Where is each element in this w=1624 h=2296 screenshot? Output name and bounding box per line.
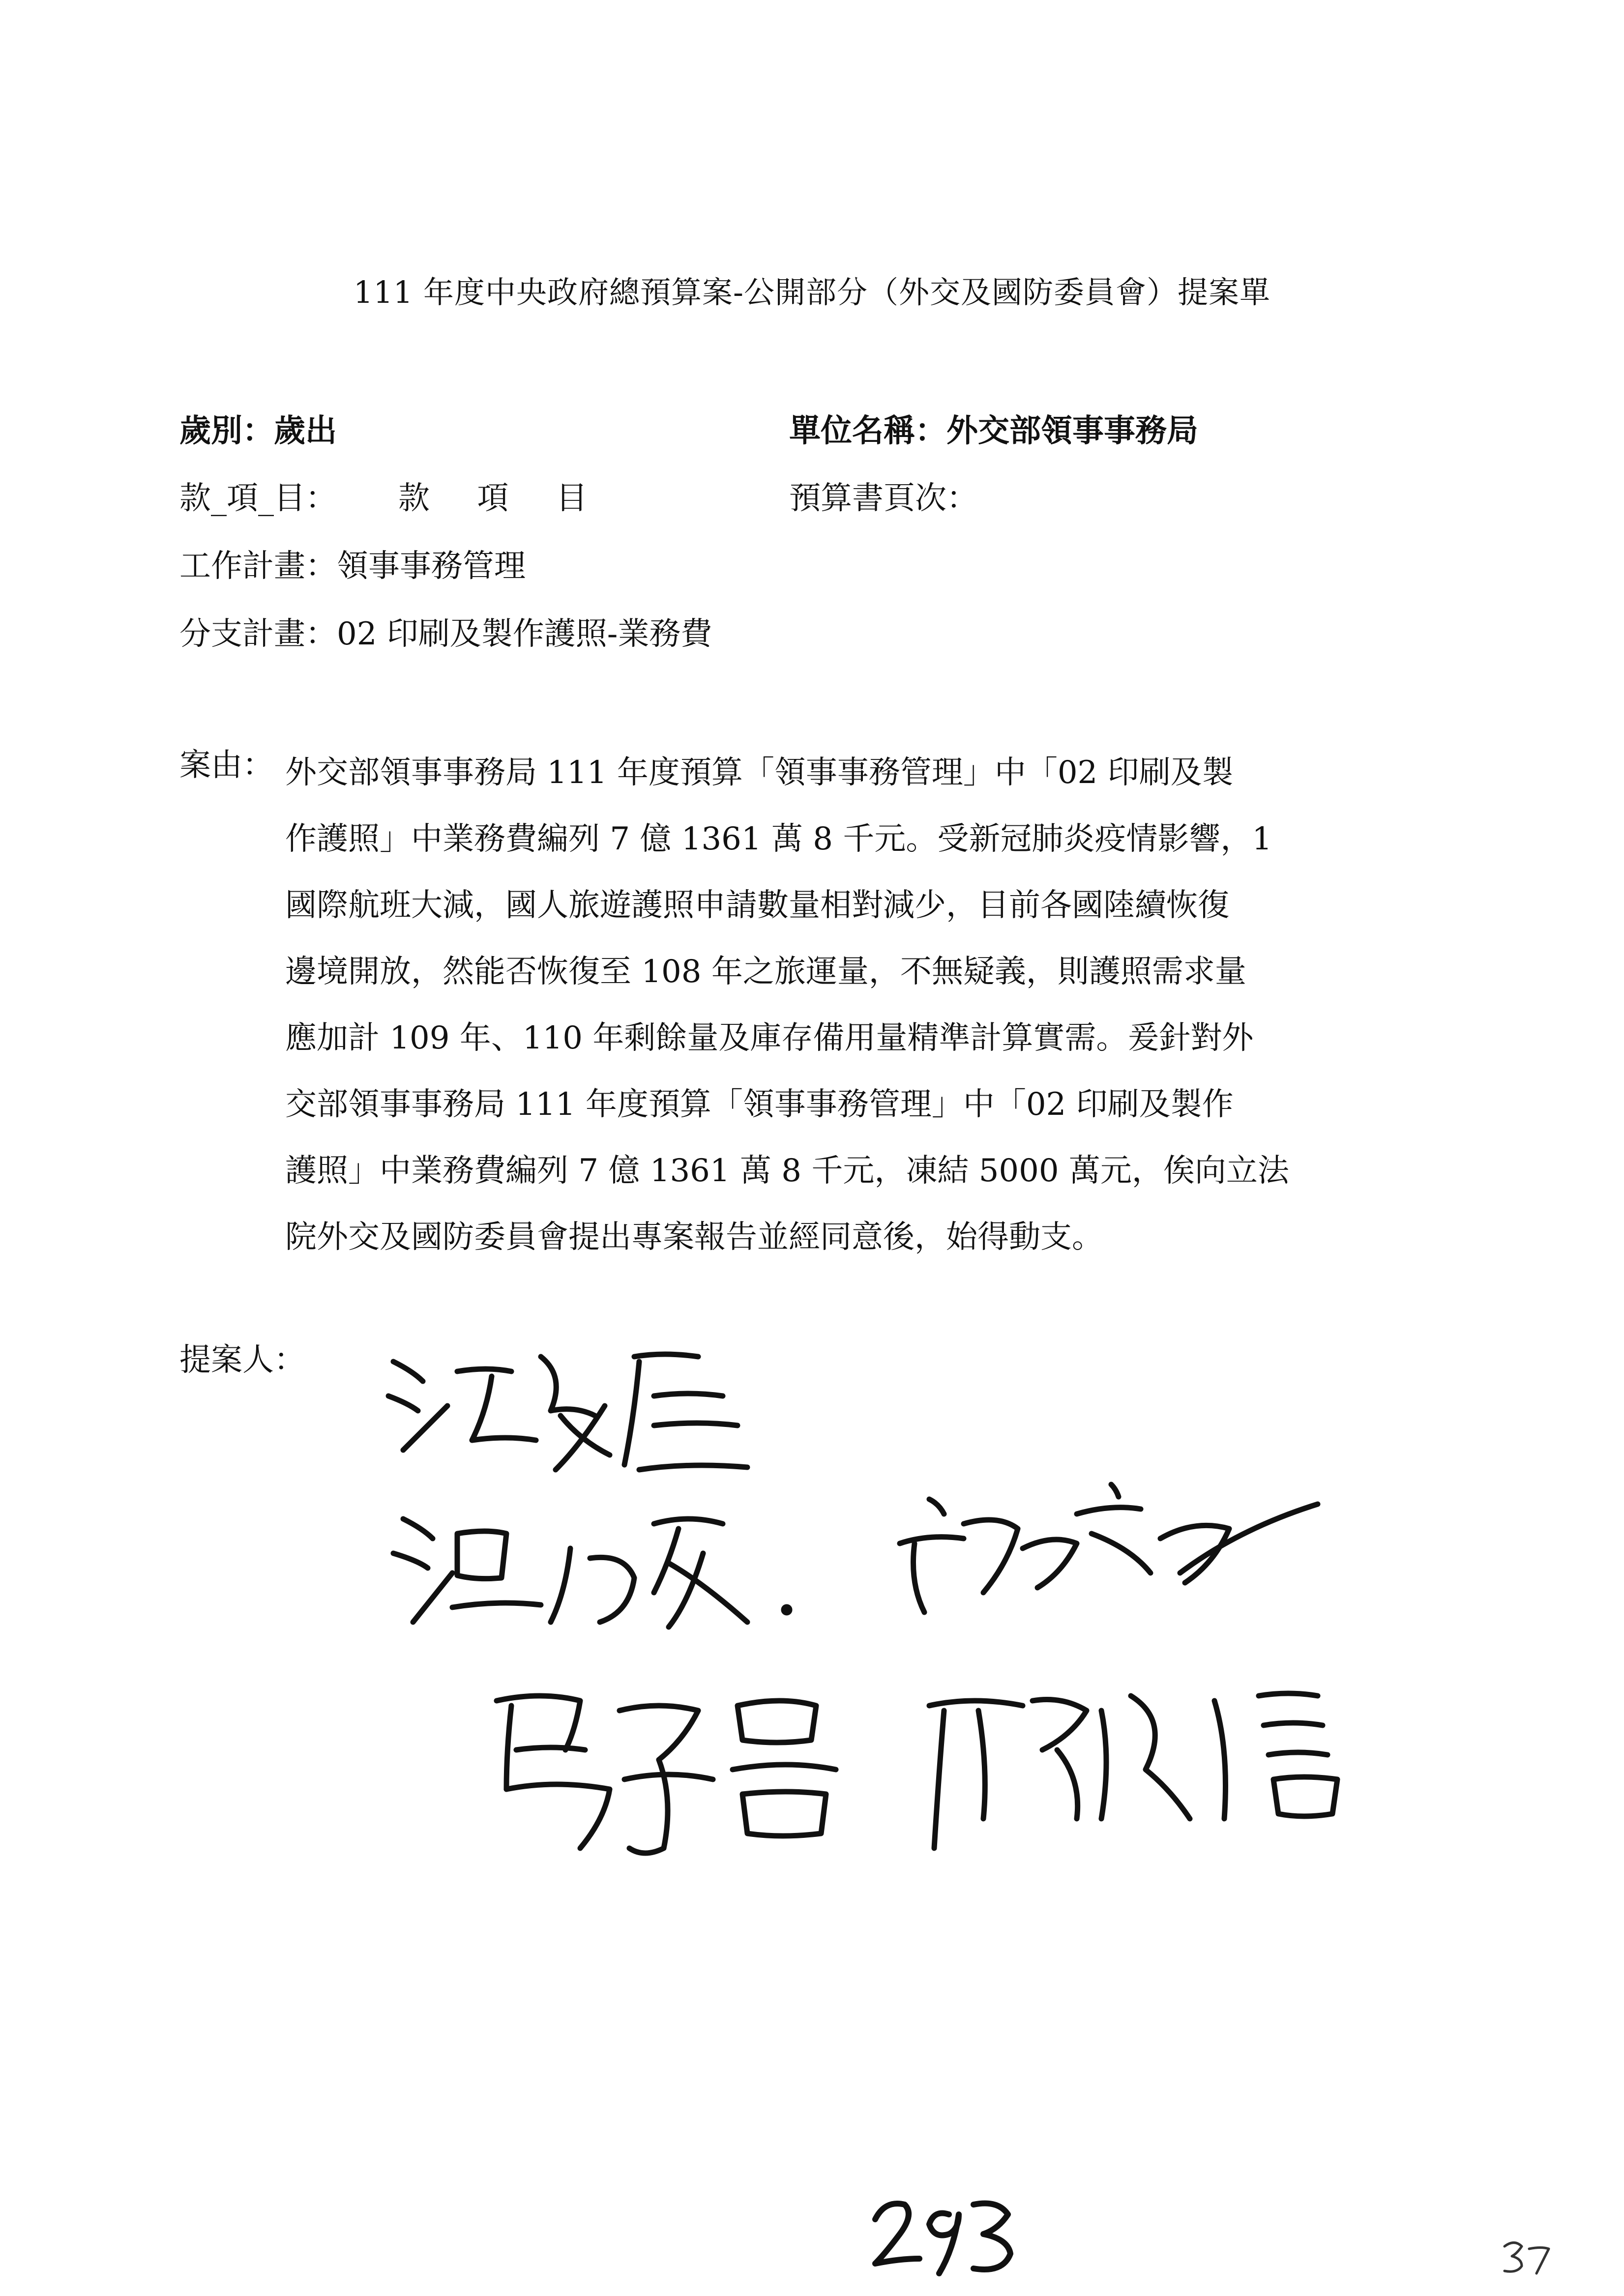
sub-plan-field: 分支計畫：02 印刷及製作護照-業務費 [179, 616, 712, 652]
case-line: 國際航班大減，國人旅遊護照申請數量相對減少，目前各國陸續恢復 [285, 887, 1229, 924]
budget-page-field: 預算書頁次： [789, 480, 978, 517]
item-value: 款 項 目 [398, 480, 606, 517]
case-label: 案由： [179, 747, 274, 784]
page-title: 111 年度中央政府總預算案-公開部分（外交及國防委員會）提案單 [354, 274, 1270, 310]
signature-5 [929, 1693, 1337, 1848]
signature-4 [497, 1696, 836, 1853]
unit-name-field: 單位名稱：外交部領事事務局 [789, 412, 1198, 449]
signature-2 [393, 1519, 790, 1627]
case-line: 外交部領事事務局 111 年度預算「領事事務管理」中「02 印刷及製 [285, 755, 1234, 791]
item-label: 款_項_目： [179, 480, 337, 517]
case-line: 應加計 109 年、110 年剩餘量及庫存備用量精準計算實需。爰針對外 [285, 1020, 1254, 1056]
signature-3 [900, 1484, 1318, 1612]
case-line: 交部領事事務局 111 年度預算「領事事務管理」中「02 印刷及製作 [285, 1086, 1234, 1123]
signature-1 [388, 1354, 747, 1470]
case-line: 邊境開放，然能否恢復至 108 年之旅運量，不無疑義，則護照需求量 [285, 954, 1246, 990]
category-field: 歲別：歲出 [179, 412, 337, 449]
case-line: 院外交及國防委員會提出專案報告並經同意後，始得動支。 [285, 1219, 1103, 1255]
handwritten-corner-number [1500, 2234, 1554, 2278]
case-line: 護照」中業務費編列 7 億 1361 萬 8 千元，凍結 5000 萬元，俟向立法 [285, 1153, 1289, 1189]
proposer-label: 提案人： [179, 1342, 305, 1378]
work-plan-field: 工作計畫：領事事務管理 [179, 548, 526, 584]
handwritten-page-number [865, 2185, 1023, 2283]
case-line: 作護照」中業務費編列 7 億 1361 萬 8 千元。受新冠肺炎疫情影響，1 [285, 821, 1272, 857]
case-body [285, 740, 1446, 1271]
